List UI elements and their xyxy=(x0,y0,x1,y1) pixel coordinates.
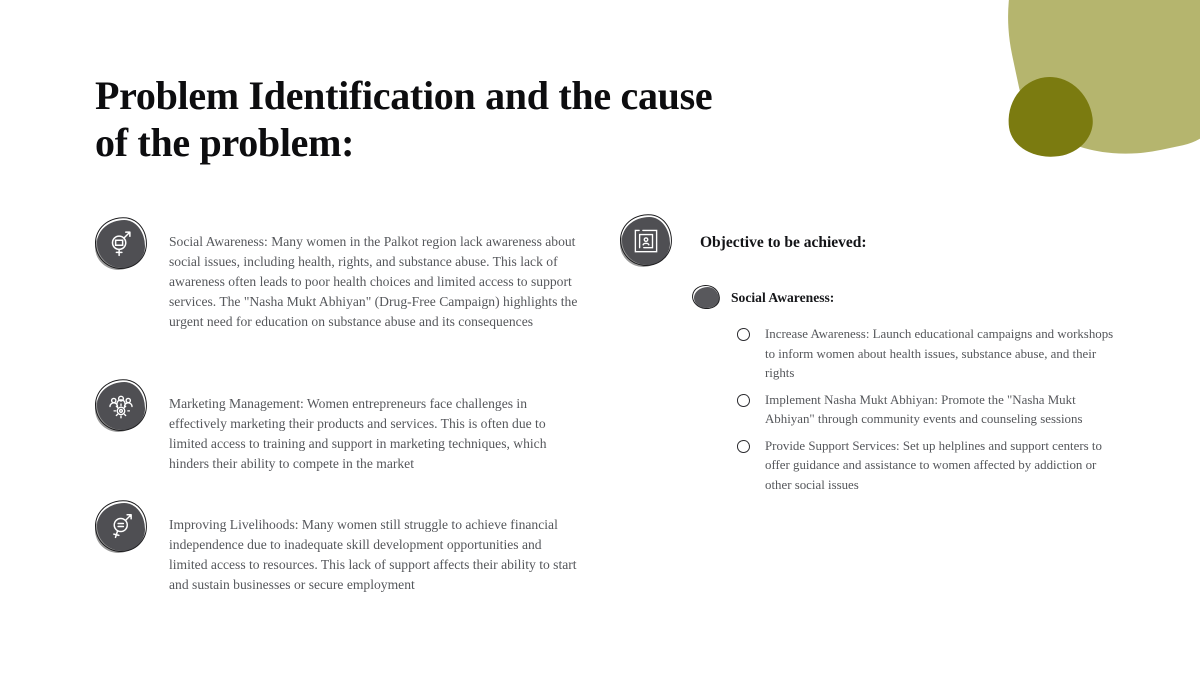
team-gear-icon xyxy=(97,382,145,430)
list-item-improving-livelihoods xyxy=(97,503,583,595)
olive-blob-large xyxy=(983,0,1200,176)
item-text: Social Awareness: Many women in the Palkot region lack awareness about social issues, including health, rights, and substance abuse. This lack of awareness often leads to poor health choices and limited access to support services. The "Nasha Mukt Abhiyan" (Drug-Free Campaign) highlights the urgent need for education on substance abuse and its consequences xyxy=(169,234,578,329)
blob-bullet-icon xyxy=(694,287,719,308)
bullet-provide-support-services xyxy=(737,437,1123,496)
list-item-marketing-management xyxy=(97,382,583,474)
bullet-implement-nasha-mukt-abhiyan xyxy=(737,391,1123,430)
circle-bullet-icon xyxy=(737,394,750,407)
objective-bullet-list xyxy=(737,325,1123,502)
circle-bullet-icon xyxy=(737,328,750,341)
section-social-awareness xyxy=(694,287,834,308)
circle-bullet-icon xyxy=(737,440,750,453)
section-heading: Social Awareness: xyxy=(731,289,835,305)
item-text: Marketing Management: Women entrepreneurs face challenges in effectively marketing their products and services. This is often due to limited access to training and support in marketing techniques, which hinders their ability to compete in the market xyxy=(169,396,547,471)
objective-heading: Objective to be achieved: xyxy=(700,234,867,251)
bullet-text: Implement Nasha Mukt Abhiyan: Promote the "Nasha Mukt Abhiyan" through community events and counseling sessions xyxy=(765,392,1083,426)
item-text: Improving Livelihoods: Many women still struggle to achieve financial independence due to inadequate skill development opportunities and limited access to resources. This lack of support affects their ability to start and sustain businesses or secure employment xyxy=(169,517,577,592)
objective-header xyxy=(622,217,867,265)
maze-goal-icon xyxy=(622,217,670,265)
bullet-increase-awareness xyxy=(737,325,1123,384)
bullet-text: Increase Awareness: Launch educational campaigns and workshops to inform women about health issues, substance abuse, and their rights xyxy=(765,327,1114,380)
page-title xyxy=(95,72,712,166)
page-title-line-2: of the problem: xyxy=(95,120,355,165)
bullet-text: Provide Support Services: Set up helplines and support centers to offer guidance and assistance to women affected by addiction or other social issues xyxy=(765,438,1102,492)
page-title-line-1: Problem Identification and the cause xyxy=(95,73,713,118)
gender-symbol-icon xyxy=(97,220,145,268)
gender-equality-icon xyxy=(97,503,145,551)
list-item-social-awareness xyxy=(97,220,583,332)
